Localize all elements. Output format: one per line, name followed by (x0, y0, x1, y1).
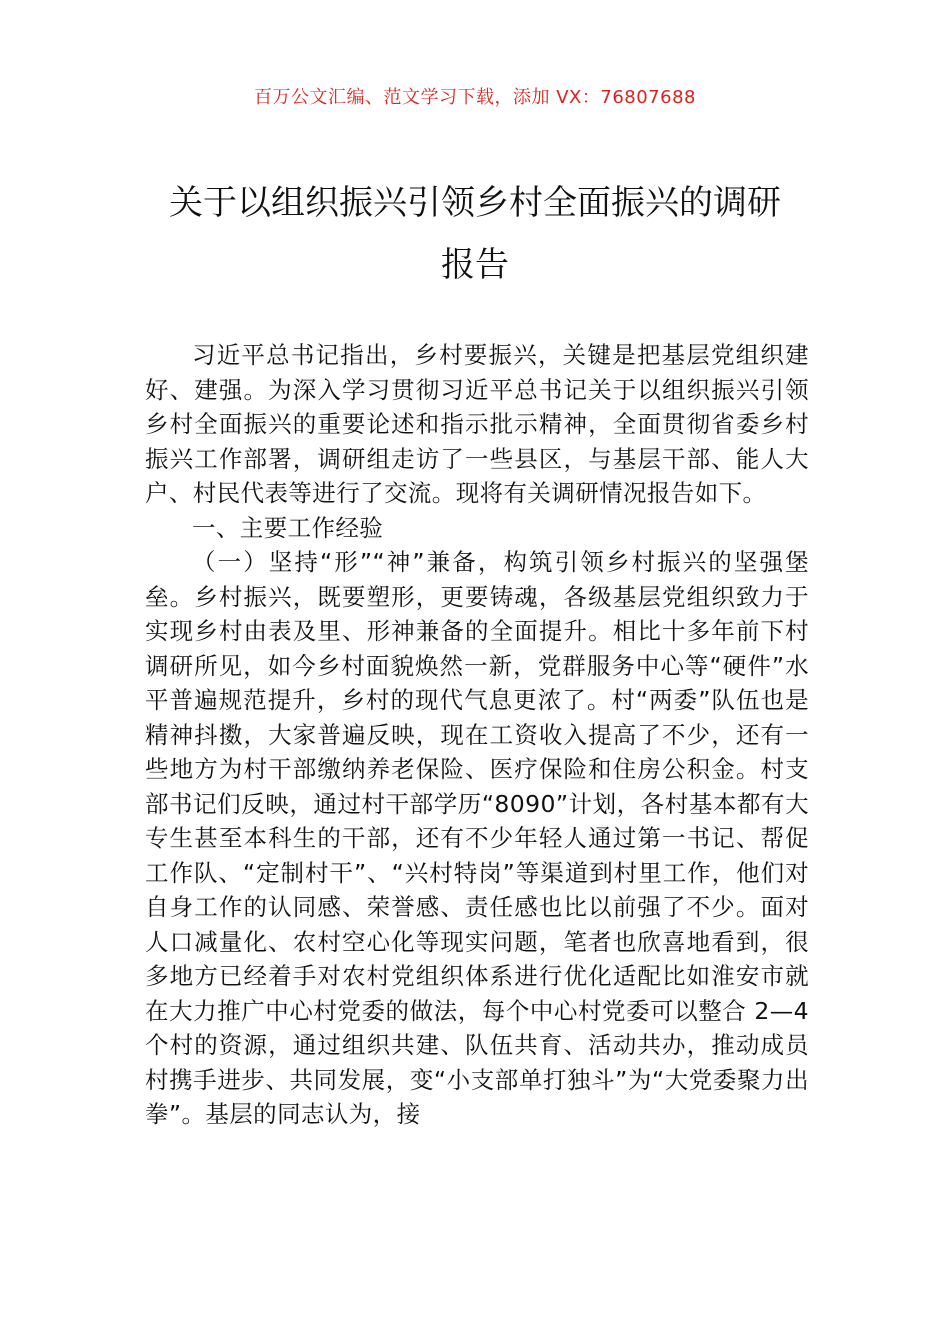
intro-paragraph: 习近平总书记指出，乡村要振兴，关键是把基层党组织建好、建强。为深入学习贯彻习近平总书记关于以组织振兴引领乡村全面振兴的重要论述和指示批示精神，全面贯彻省委乡村振兴工作部署，调研组走访了一些县区，与基层干部、能人大户、村民代表等进行了交流。现将有关调研情况报告如下。 (145, 341, 809, 507)
title-line-1: 关于以组织振兴引领乡村全面振兴的调研 (169, 183, 781, 223)
section-paragraph: （一）坚持“形”“神”兼备，构筑引领乡村振兴的坚强堡垒。乡村振兴，既要塑形，更要铸魂，各级基层党组织致力于实现乡村由表及里、形神兼备的全面提升。相比十多年前下村调研所见，如今乡村面貌焕然一新，党群服务中心等“硬件”水平普遍规范提升，乡村的现代气息更浓了。村“两委”队伍也是精神抖擞，大家普遍反映，现在工资收入提高了不少，还有一些地方为村干部缴纳养老保险、医疗保险和住房公积金。村支部书记们反映，通过村干部学历“8090”计划，各村基本都有大专生甚至本科生的干部，还有不少年轻人通过第一书记、帮促工作队、“定制村干”、“兴村特岗”等渠道到村里工作，他们对自身工作的认同感、荣誉感、责任感也比以前强了不少。面对人口减量化、农村空心化等现实问题，笔者也欣喜地看到，很多地方已经着手对农村党组织体系进行优化适配比如淮安市就在大力推广中心村党委的做法，每个中心村党委可以整合 2—4 个村的资源，通过组织共建、队伍共育、活动共办，推动成员村携手进步、共同发展，变“小支部单打独斗”为“大党委聚力出拳”。基层的同志认为，接 (145, 548, 809, 1128)
title-line-2: 报告 (441, 245, 509, 285)
header-watermark-note: 百万公文汇编、范文学习下载，添加 VX：76807688 (254, 87, 696, 108)
document-title (120, 172, 830, 296)
document-body (145, 338, 809, 1132)
section-heading: 一、主要工作经验 (192, 513, 384, 542)
